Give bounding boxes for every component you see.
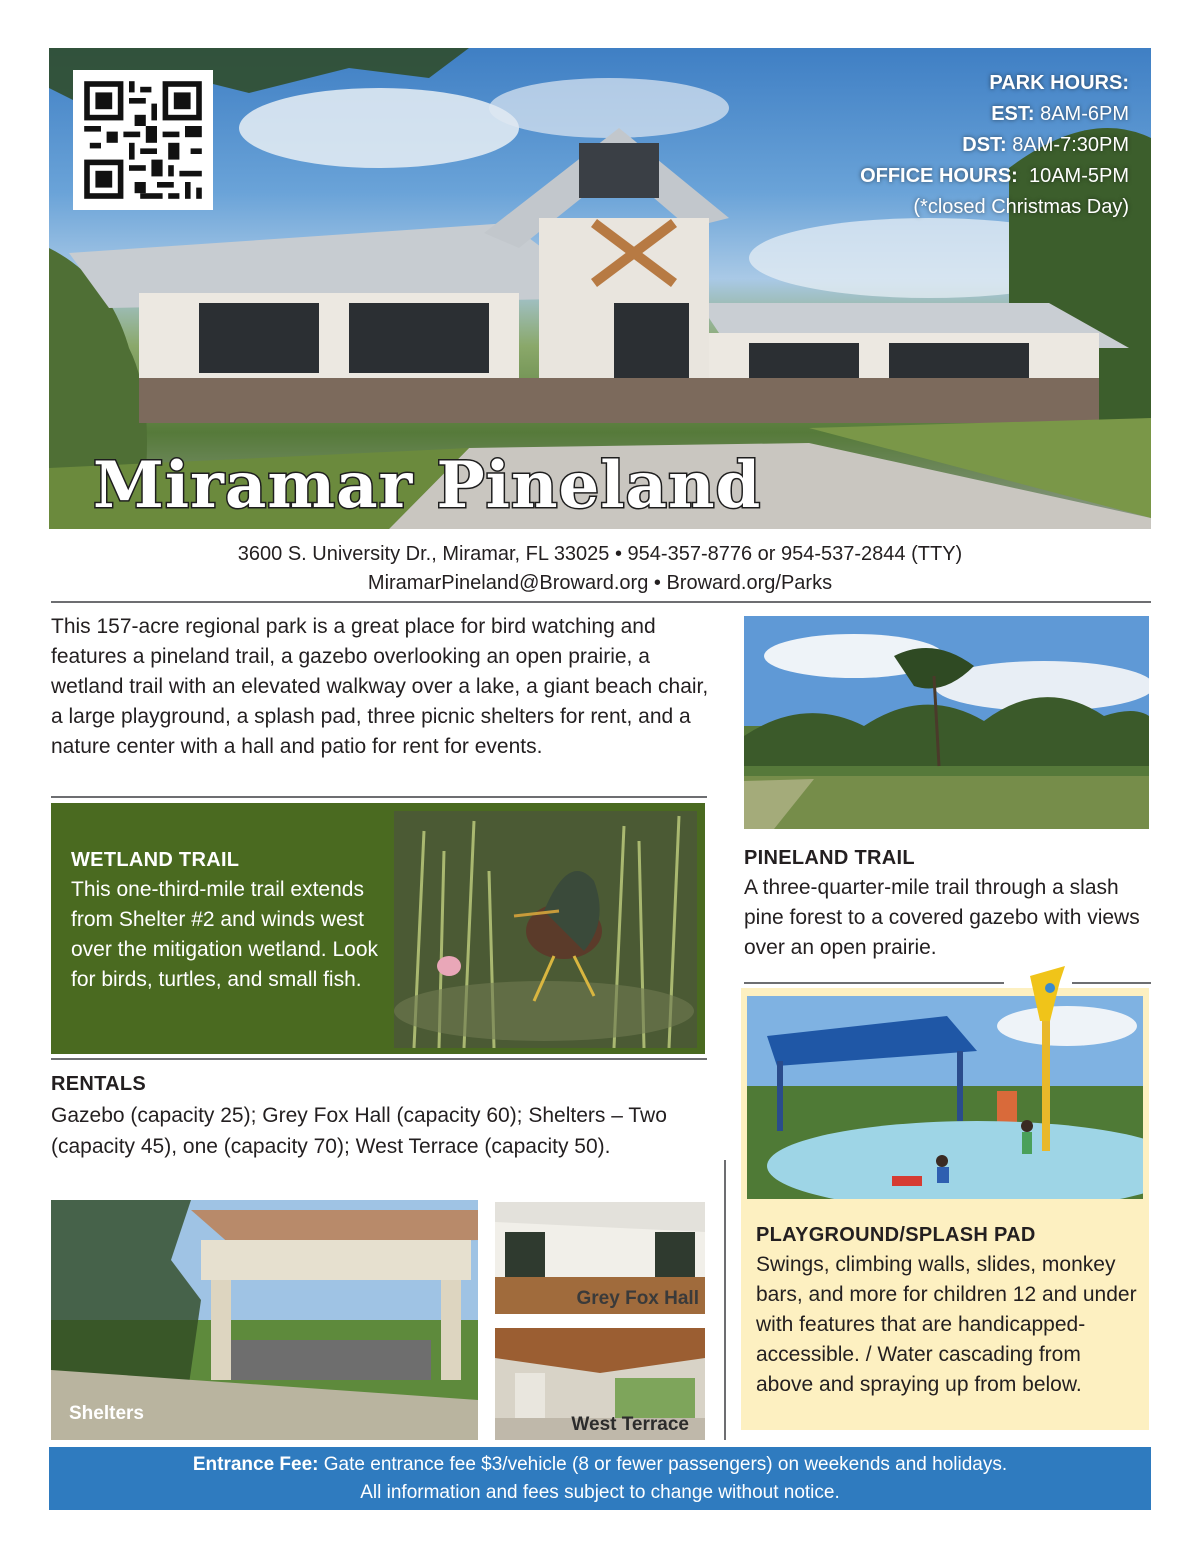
office-hours-label: OFFICE HOURS: [860,165,1018,187]
wetland-trail-panel [51,803,705,1054]
shelters-caption: Shelters [69,1403,144,1424]
page-title: Miramar Pineland [93,448,762,523]
entrance-fee-banner [49,1447,1151,1510]
column-divider [724,1160,726,1440]
est-hours: 8AM-6PM [1040,103,1129,125]
grey-fox-hall-caption: Grey Fox Hall [576,1288,699,1309]
pineland-description: A three-quarter-mile trail through a slash pine forest to a covered gazebo with views over an open prairie. [744,876,1140,959]
divider [51,1058,707,1060]
address-line: 3600 S. University Dr., Miramar, FL 33025 • 954-357-8776 or 954-537-2844 (TTY) [237,543,963,565]
disclaimer: All information and fees subject to change without notice. [360,1482,840,1503]
office-hours: 10AM-5PM [1028,165,1129,187]
water-spout-sculpture [1020,966,1070,1156]
dst-label: DST: [962,134,1007,156]
intro-paragraph: This 157-acre regional park is a great place for bird watching and features a pineland trail, a gazebo overlooking an open prairie, a wetland trail with an elevated walkway over a lake, a giant beach chair, a large playground, a splash pad, three picnic shelters for rent, and a nature center with a hall and patio for rent for events. [51,615,709,758]
divider [1072,982,1151,984]
closed-note: (*closed Christmas Day) [913,196,1129,218]
web-contact-line: MiramarPineland@Broward.org • Broward.org/Parks [367,572,833,594]
splash-pad-photo [747,996,1143,1199]
est-label: EST: [991,103,1035,125]
playground-panel [741,988,1149,1430]
divider [51,601,1151,603]
heron-image [394,811,697,1048]
pineland-trail-photo [744,616,1149,829]
pineland-trail-section [744,843,1149,963]
grey-fox-hall-photo [495,1202,705,1314]
heron-photo [394,811,697,1048]
qr-code[interactable] [73,70,213,210]
divider [51,796,707,798]
divider [744,982,1004,984]
pineland-heading: PINELAND TRAIL [744,847,915,869]
hero-banner [49,48,1151,529]
qr-code-icon [73,70,213,210]
park-hours-label: PARK HOURS: [989,72,1129,94]
pineland-trail-image [744,616,1149,829]
west-terrace-photo [495,1328,705,1440]
fee-text: Gate entrance fee $3/vehicle (8 or fewer passengers) on weekends and holidays. [323,1454,1008,1475]
rentals-section [51,1069,711,1162]
splash-pad-image [747,996,1143,1199]
contact-info [0,540,1200,598]
dst-hours: 8AM-7:30PM [1012,134,1129,156]
park-hours [860,68,1129,223]
playground-heading: PLAYGROUND/SPLASH PAD [756,1224,1036,1246]
rentals-description: Gazebo (capacity 25); Grey Fox Hall (capacity 60); Shelters – Two (capacity 45), one (capacity 70); West Terrace (capacity 50). [51,1104,667,1158]
fee-label: Entrance Fee: [192,1454,319,1475]
playground-description: Swings, climbing walls, slides, monkey bars, and more for children 12 and under with features that are handicapped-accessible. / Water cascading from above and spraying up from below. [756,1253,1137,1396]
rentals-heading: RENTALS [51,1073,147,1095]
shelters-photo [51,1200,478,1440]
wetland-heading: WETLAND TRAIL [71,849,240,871]
west-terrace-caption: West Terrace [571,1414,689,1435]
wetland-description: This one-third-mile trail extends from Shelter #2 and winds west over the mitigation wetland. Look for birds, turtles, and small fish. [71,878,379,991]
